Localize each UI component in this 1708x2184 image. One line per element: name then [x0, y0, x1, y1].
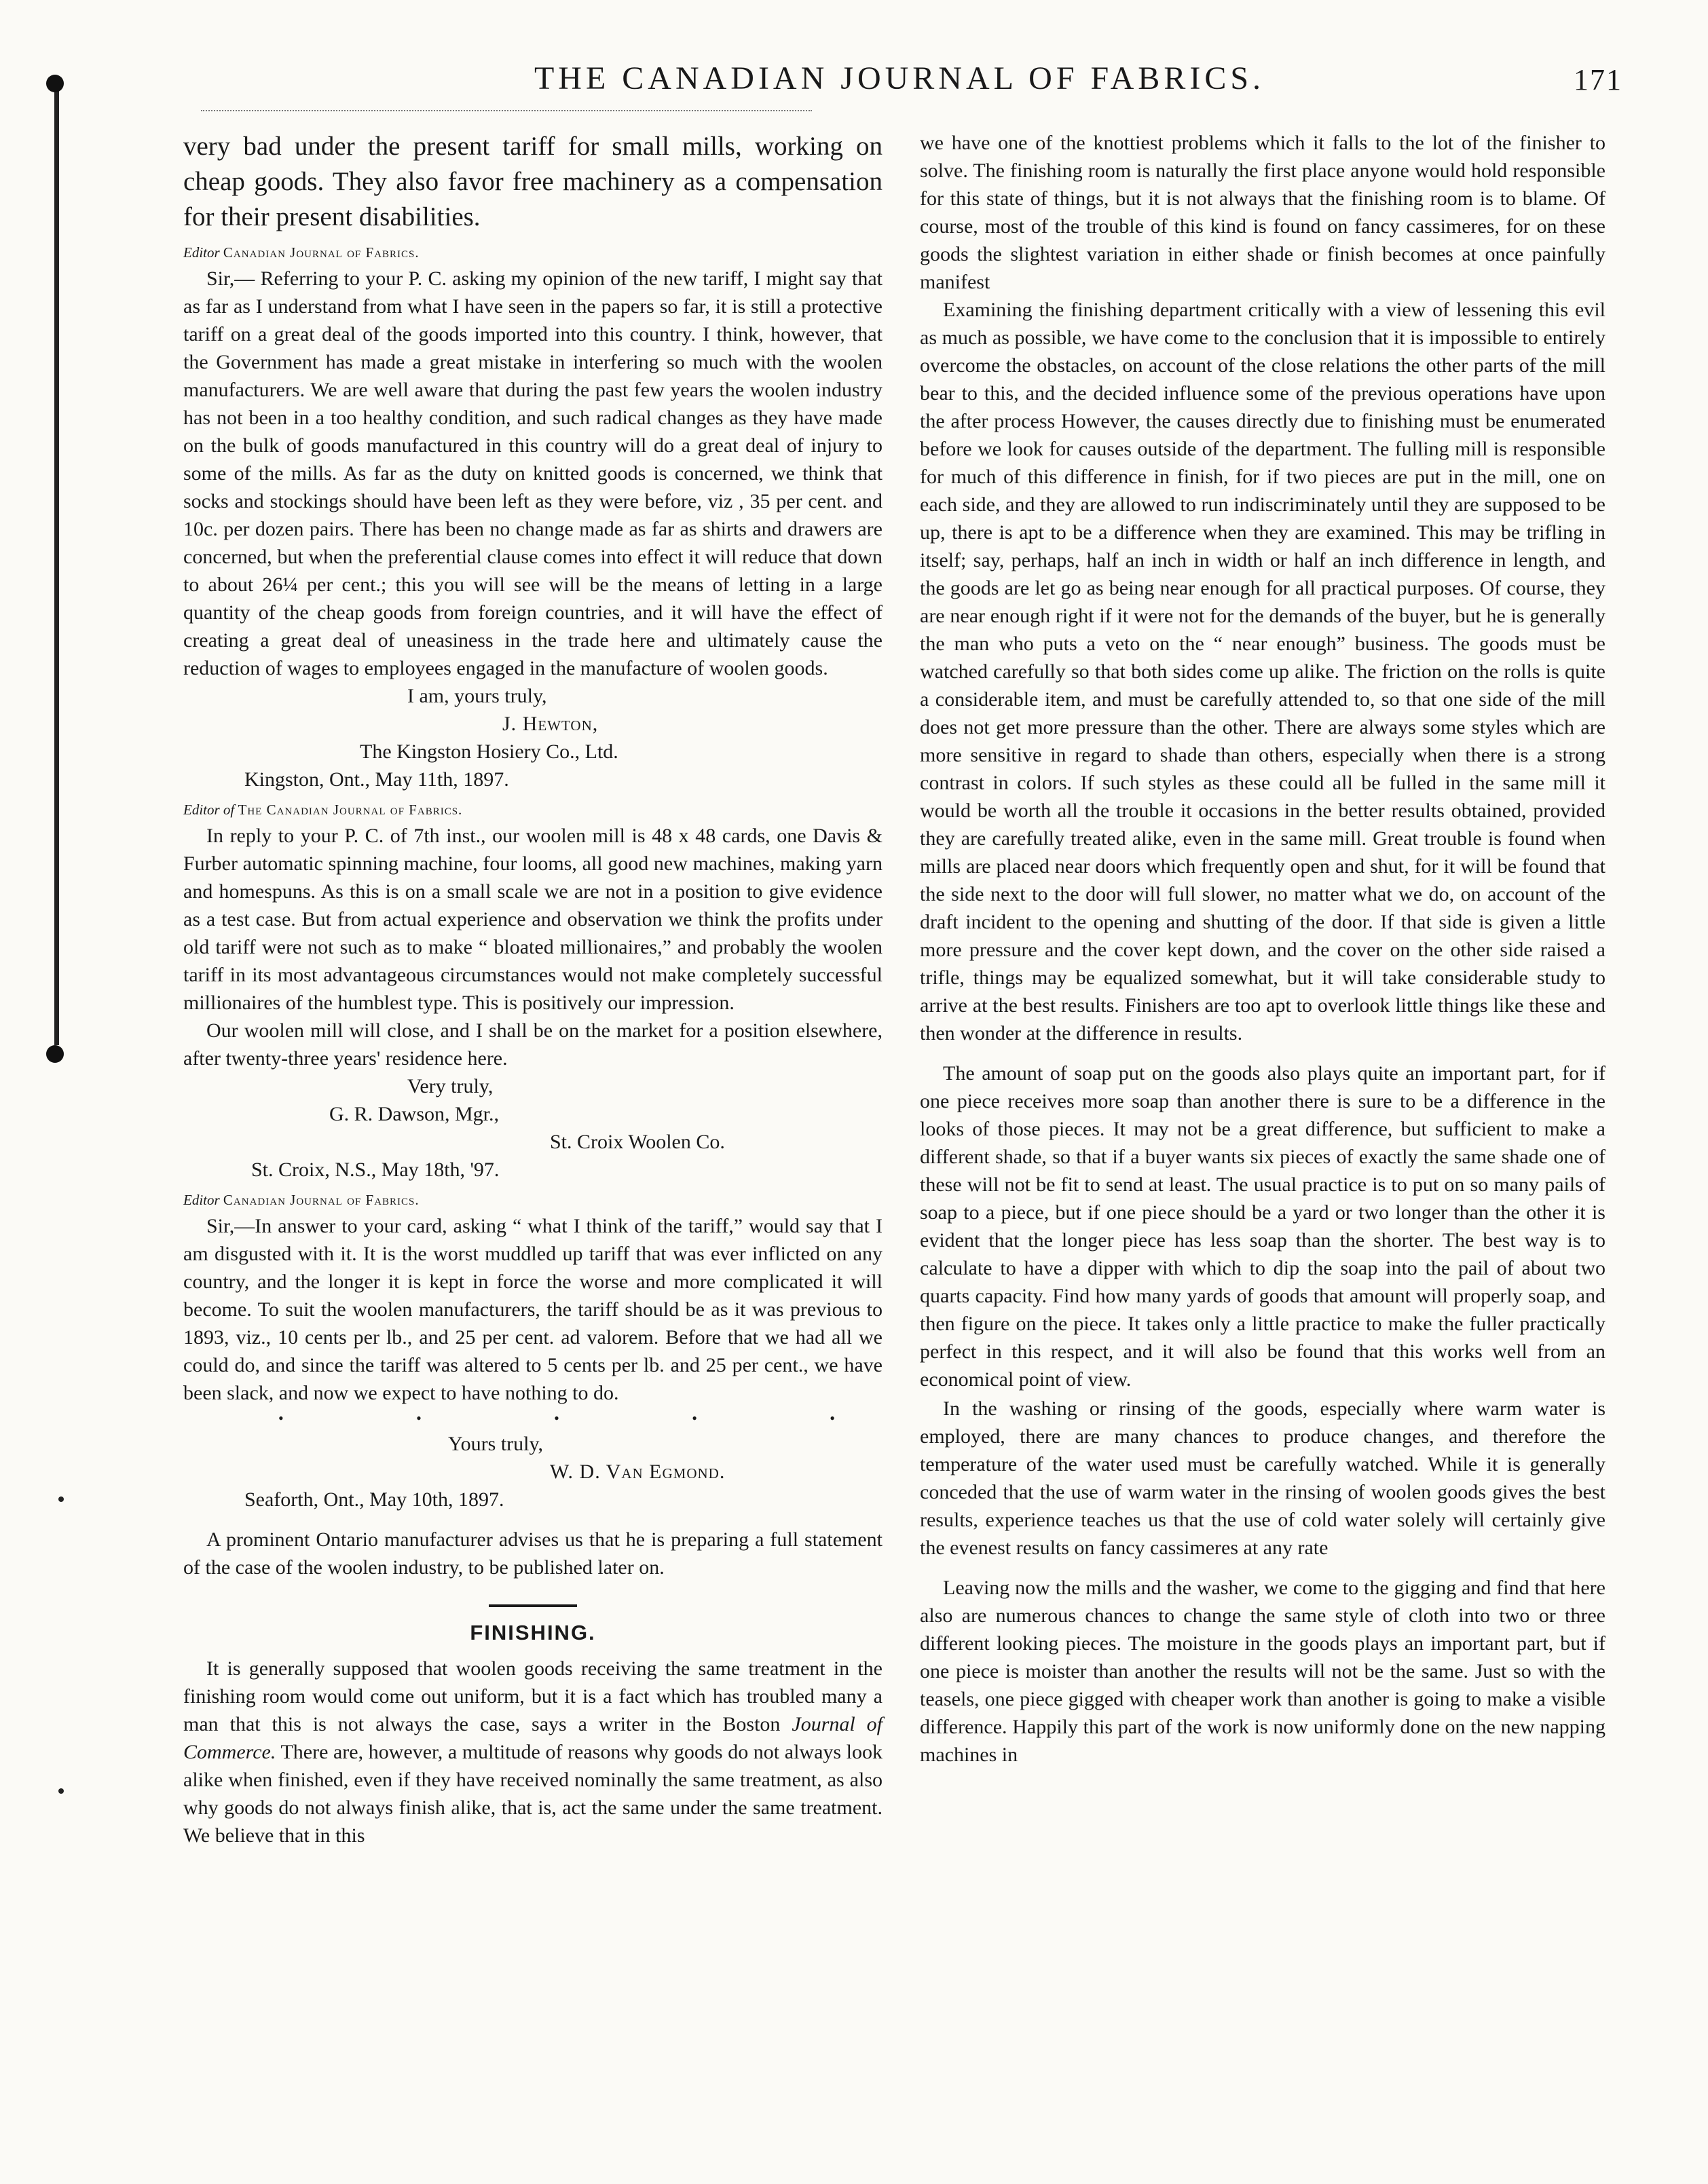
letter-company: The Kingston Hosiery Co., Ltd. [360, 740, 618, 763]
binding-notch-bottom [46, 1045, 64, 1063]
editor-label: Canadian Journal of Fabrics. [223, 1192, 420, 1208]
letter-closing: Yours truly, [448, 1433, 544, 1455]
star-mark: • [692, 1410, 697, 1427]
letter-place-date: Seaforth, Ont., May 10th, 1897. [244, 1488, 504, 1511]
article-paragraph: Examining the finishing department critically with a view of lessening this evil as much as possible, we have come to the conclusion that it is impossible to entirely overcome the obstacles, on account of the close relations the other parts of the mill bear to this, and the decided influence some of the previous operations have upon the after process However, the causes directly due to finishing must be enumerated before we look for causes outside of the department. The fulling mill is responsible for much of this difference in finish, for if two pieces are put in the mill, one on each side, and they are allowed to run indiscriminately until they are supposed to be up, there is apt to be a difference when they are examined. This may be trifling in itself; say, perhaps, half an inch in width or half an inch difference in length, and the goods are let go as being near enough for all practical purposes. Of course, they are near enough right if it were not for the demands of the buyer, but he is generally the man who puts a veto on the “ near enough” business. The goods must be watched carefully so that both sides come up alike. The friction on the rolls is quite a considerable item, and must be carefully attended to, so that one side of the mill does not get more pressure than the other. There are always some styles which are more sensitive in regard to shade than others, especially when there is a strong contrast in colors. If such styles as these could all be fulled in the same mill it would be worth all the trouble it occasions in the better results obtained, provided they are carefully treated alike, even in the same mill. Great trouble is found when mills are placed near doors which frequently open and shut, for it will be found that the side next to the door will full slower, no matter what we do, on account of the draft incident to the opening and shutting of the door. If that side is given a little more pressure and the cover kept down, and the cover on the other side raised a trifle, things may be equalized somewhat, but it will take considerable study to arrive at the best results. Finishers are too apt to overlook little things like these and then wonder at the difference in results. [920, 299, 1605, 1044]
editor-prefix: Editor of [183, 802, 235, 818]
editor-address [183, 1190, 883, 1209]
letter-body-continued: Our woolen mill will close, and I shall be on the market for a position elsewhere, after twenty-three years' residence here. [183, 1019, 883, 1070]
letter-closing: I am, yours truly, [407, 685, 547, 707]
letter-hewton [183, 243, 883, 793]
page-speck [58, 1496, 64, 1502]
star-mark: • [416, 1410, 422, 1427]
left-column [183, 129, 883, 1849]
journal-citation: Journal of Commerce. [183, 1713, 883, 1763]
letter-body: Sir,— Referring to your P. C. asking my opinion of the new tariff, I might say that as far as I understand from what I have seen in the papers so far, it is still a protective tariff on a great deal of the goods imported into this country. I think, however, that the Government has made a great mistake in interfering so much with the woolen manufacturers. We are well aware that during the past few years the woolen industry has not been in a too healthy condition, and such radical changes as they have made on the bulk of goods manufactured in this country will do a great deal of injury to some of the mills. As far as the duty on knitted goods is concerned, we think that socks and stockings should have been left as they were before, viz , 35 per cent. and 10c. per dozen pairs. There has been no change made as far as shirts and drawers are concerned, but when the preferential clause comes into effect it will reduce that down to about 26¼ per cent.; this you will see will be the means of letting in a large quantity of the cheap goods from foreign countries, and it will have the effect of creating a great deal of uneasiness in the trade here and ultimately cause the reduction of wages to employees engaged in the manufacture of woolen goods. [183, 267, 883, 679]
letter-signer: G. R. Dawson, Mgr., [329, 1103, 500, 1125]
letter-body: Sir,—In answer to your card, asking “ what I think of the tariff,” would say that I am disgusted with it. It is the worst muddled up tariff that was ever inflicted on any country, and the longer it is kept in force the worse and more complicated it will become. To suit the woolen manufacturers, the tariff should be as it was previous to 1893, viz., 10 cents per lb., and 25 per cent. ad valorem. Before that we had all we could do, and since the tariff was altered to 5 cents per lb. and 25 per cent., we have been slack, and now we expect to have nothing to do. [183, 1215, 883, 1404]
article-paragraph: Leaving now the mills and the washer, we come to the gigging and find that here also are numerous chances to change the same style of cloth into two or three different looking pieces. The moisture in the goods plays an important part, but if one piece is moister than another the results will not be the same. Just so with the teasels, one piece gigged with cheaper work than another is going to make a visible difference. Happily this part of the work is now uniformly done on the new napping machines in [920, 1577, 1605, 1766]
finishing-intro-text: It is generally supposed that woolen goods receiving the same treatment in the finishing room would come out uniform, but it is a fact which has troubled many a man that this is not always the case, says a writer in the Boston [183, 1657, 883, 1735]
star-mark: • [554, 1410, 559, 1427]
binding-notch-top [46, 75, 64, 92]
letter-signer: W. D. Van Egmond. [550, 1461, 726, 1483]
editor-prefix: Editor [183, 1192, 220, 1208]
finishing-intro-text-continued: There are, however, a multitude of reasons why goods do not always look alike when finished, even if they have received nominally the same treatment, as also why goods do not always finish alike, that is, act the same under the same treatment. We believe that in this [183, 1741, 883, 1847]
editor-label: The Canadian Journal of Fabrics. [238, 802, 463, 818]
ellipsis-stars [183, 1410, 883, 1427]
editor-prefix: Editor [183, 244, 220, 261]
editor-label: Canadian Journal of Fabrics. [223, 244, 420, 261]
article-paragraph: we have one of the knottiest problems which it falls to the lot of the finisher to solve. The finishing room is naturally the first place anyone would hold responsible for this state of things, but it is not always that the finishing room is to blame. Of course, most of the trouble of this kind is found on fancy cassimeres, for on these goods the slightest variation in either shade or finish becomes at once painfully manifest [920, 132, 1605, 293]
lead-paragraph: very bad under the present tariff for small mills, working on cheap goods. They also favor free machinery as a compensation for their present disabilities. [183, 132, 883, 231]
note-paragraph: A prominent Ontario manufacturer advises us that he is preparing a full statement of the case of the woolen industry, to be published later on. [183, 1528, 883, 1579]
letter-dawson [183, 800, 883, 1184]
section-title: FINISHING. [470, 1621, 596, 1644]
letter-place-date: St. Croix, N.S., May 18th, '97. [251, 1159, 500, 1181]
letter-place-date: Kingston, Ont., May 11th, 1897. [244, 768, 509, 791]
section-rule [489, 1604, 577, 1607]
article-paragraph: In the washing or rinsing of the goods, especially where warm water is employed, there are many chances to produce changes, and therefore the temperature of the water used must be carefully watched. While it is generally conceded that the use of warm water in the rinsing of woolen goods gives the best results, experience teaches us that the use of cold water solely will certainly give the evenest results on fancy cassimeres at any rate [920, 1397, 1605, 1559]
page-number: 171 [1574, 63, 1622, 96]
article-paragraph: The amount of soap put on the goods also plays quite an important part, for if one piece receives more soap than another there is sure to be a difference in the looks of those pieces. It may not be a great difference, but sufficient to make a different shade, so that if a buyer wants six pieces of exactly the same shade one of these will not be fit to send at least. The usual practice is to put on so many pails of soap to a piece, but if one piece should be a yard or two longer than the other it is evident that the longer piece has less soap than the shorter. The best way is to calculate to have a dipper with which to dip the soap into the pail of about two quarts capacity. Find how many yards of goods that amount will properly soap, and then figure on the piece. It takes only a little practice to make the fuller practically perfect in this respect, and it will also be found that this works well from an economical point of view. [920, 1062, 1605, 1391]
star-mark: • [830, 1410, 835, 1427]
journal-title: THE CANADIAN JOURNAL OF FABRICS. [534, 60, 1265, 96]
letter-body: In reply to your P. C. of 7th inst., our woolen mill is 48 x 48 cards, one Davis & Furber automatic spinning machine, four looms, all good new machines, making yarn and homespuns. As this is on a small scale we are not in a position to give evidence as a test case. But from actual experience and observation we think the profits under old tariff were not such as to make “ bloated millionaires,” and probably the woolen tariff in its most advantageous circumstances would not make completely successful millionaires of the humblest type. This is positively our impression. [183, 825, 883, 1014]
letter-company: St. Croix Woolen Co. [550, 1131, 725, 1153]
binding-edge [54, 81, 59, 1045]
finishing-intro [183, 1655, 883, 1849]
header-rule [201, 110, 812, 111]
star-mark: • [278, 1410, 284, 1427]
editor-address [183, 800, 883, 819]
right-column [920, 129, 1605, 1769]
letter-signer: J. Hewton, [502, 713, 599, 735]
letter-closing: Very truly, [407, 1075, 494, 1097]
editor-address [183, 243, 883, 262]
page-header [177, 60, 1622, 107]
page-speck [58, 1788, 64, 1794]
letter-van-egmond [183, 1190, 883, 1513]
